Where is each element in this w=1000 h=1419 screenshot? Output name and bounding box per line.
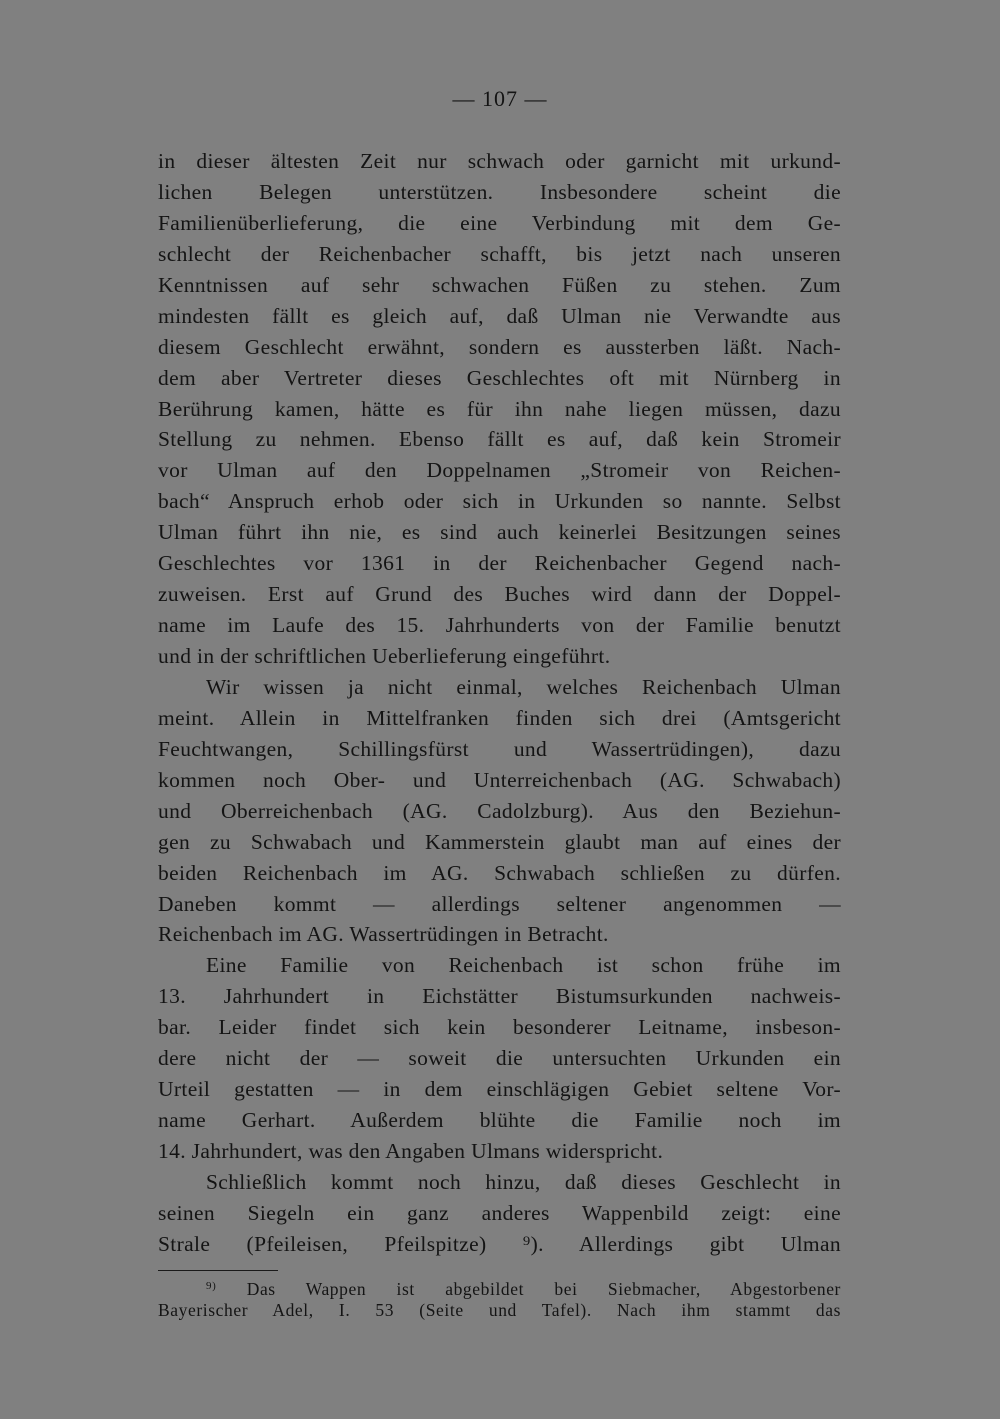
text-line: Wir wissen ja nicht einmal, welches Reichenbach Ulman bbox=[206, 674, 841, 699]
text-line: name Gerhart. Außerdem blühte die Familie noch im bbox=[158, 1108, 841, 1133]
text-line: gen zu Schwabach und Kammerstein glaubt man auf eines der bbox=[158, 829, 841, 854]
text-line: Geschlechtes vor 1361 in der Reichenbacher Gegend nach- bbox=[158, 551, 841, 576]
footnote-text: Das Wappen ist abgebildet bei Siebmacher, Abgestorbener bbox=[246, 1279, 841, 1299]
text-line: dere nicht der — soweit die untersuchten Urkunden ein bbox=[158, 1046, 841, 1071]
text-line: seinen Siegeln ein ganz anderes Wappenbild zeigt: eine bbox=[158, 1200, 841, 1225]
footnote-line bbox=[158, 1279, 841, 1300]
text-line: mindesten fällt es gleich auf, daß Ulman nie Verwandte aus bbox=[158, 303, 841, 328]
text-line: Feuchtwangen, Schillingsfürst und Wassertrüdingen), dazu bbox=[158, 736, 841, 761]
text-line: Schließlich kommt noch hinzu, daß dieses Geschlecht in bbox=[206, 1169, 841, 1194]
footnote-marker: 9) bbox=[206, 1280, 217, 1292]
text-line: Ulman führt ihn nie, es sind auch keinerlei Besitzungen seines bbox=[158, 520, 841, 545]
page-number: — 107 — bbox=[452, 86, 548, 111]
paragraph bbox=[158, 672, 841, 950]
text-line: in dieser ältesten Zeit nur schwach oder garnicht mit urkund- bbox=[158, 149, 841, 173]
text-line: Reichenbach im AG. Wassertrüdingen in Betracht. bbox=[158, 922, 609, 947]
text-line: Familienüberlieferung, die eine Verbindung mit dem Ge- bbox=[158, 210, 841, 235]
text-line: Kenntnissen auf sehr schwachen Füßen zu stehen. Zum bbox=[158, 272, 841, 297]
paragraph bbox=[158, 1167, 841, 1260]
text-line: vor Ulman auf den Doppelnamen „Stromeir von Reichen- bbox=[158, 458, 841, 483]
text-line: und in der schriftlichen Ueberlieferung eingeführt. bbox=[158, 644, 611, 668]
footnote-line: Bayerischer Adel, I. 53 (Seite und Tafel). Nach ihm stammt das bbox=[158, 1300, 841, 1320]
footnote-separator bbox=[158, 1270, 278, 1271]
text-line: name im Laufe des 15. Jahrhunderts von der Familie benutzt bbox=[158, 613, 841, 638]
text-line: beiden Reichenbach im AG. Schwabach schließen zu dürfen. bbox=[158, 860, 841, 885]
text-line: 14. Jahrhundert, was den Angaben Ulmans widerspricht. bbox=[158, 1139, 664, 1163]
footnotes bbox=[158, 1279, 841, 1321]
text-line: diesem Geschlecht erwähnt, sondern es aussterben läßt. Nach- bbox=[158, 334, 841, 359]
text-line: kommen noch Ober- und Unterreichenbach (AG. Schwabach) bbox=[158, 767, 841, 792]
body-text bbox=[158, 146, 841, 1260]
text-line: zuweisen. Erst auf Grund des Buches wird dann der Doppel- bbox=[158, 582, 841, 607]
text-line: Daneben kommt — allerdings seltener angenommen — bbox=[158, 891, 841, 916]
text-line: schlecht der Reichenbacher schafft, bis jetzt nach unseren bbox=[158, 241, 841, 266]
text-line: bach“ Anspruch erhob oder sich in Urkunden so nannte. Selbst bbox=[158, 489, 841, 514]
text-line: meint. Allein in Mittelfranken finden sich drei (Amtsgericht bbox=[158, 705, 841, 730]
text-line: Strale (Pfeileisen, Pfeilspitze) ⁹). Allerdings gibt Ulman bbox=[158, 1231, 841, 1256]
text-line: lichen Belegen unterstützen. Insbesondere scheint die bbox=[158, 179, 841, 204]
text-line: 13. Jahrhundert in Eichstätter Bistumsurkunden nachweis- bbox=[158, 984, 841, 1009]
text-line: und Oberreichenbach (AG. Cadolzburg). Aus den Beziehun- bbox=[158, 798, 841, 823]
text-line: Urteil gestatten — in dem einschlägigen Gebiet seltene Vor- bbox=[158, 1077, 841, 1102]
text-line: bar. Leider findet sich kein besonderer Leitname, insbeson- bbox=[158, 1015, 841, 1040]
text-line: dem aber Vertreter dieses Geschlechtes oft mit Nürnberg in bbox=[158, 365, 841, 390]
paragraph bbox=[158, 950, 841, 1167]
text-line: Eine Familie von Reichenbach ist schon frühe im bbox=[206, 953, 841, 978]
text-line: Berührung kamen, hätte es für ihn nahe liegen müssen, dazu bbox=[158, 396, 841, 421]
text-line: Stellung zu nehmen. Ebenso fällt es auf, daß kein Stromeir bbox=[158, 427, 841, 452]
paragraph bbox=[158, 146, 841, 672]
